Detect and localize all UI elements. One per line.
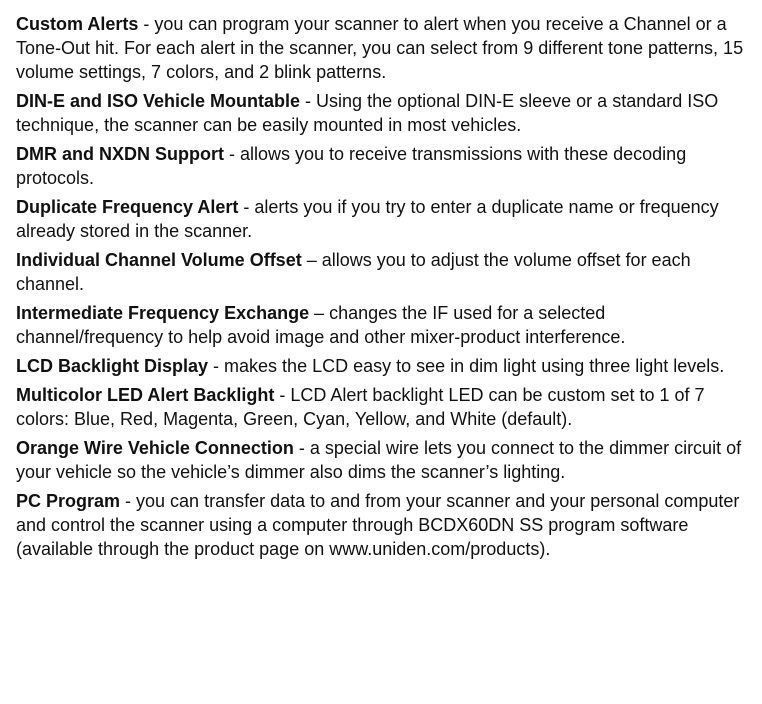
feature-term: Custom Alerts bbox=[16, 14, 139, 34]
feature-description: - you can program your scanner to alert when you receive a Channel or a Tone-Out hit. For each alert in the scanner, you can select from 9 different tone patterns, 15 volume settings, 7 colors, and 2 blink patterns. bbox=[16, 14, 744, 82]
feature-term: Individual Channel Volume Offset bbox=[16, 250, 302, 270]
feature-pc-program bbox=[16, 489, 748, 561]
feature-channel-volume-offset bbox=[16, 248, 748, 296]
feature-description: - allows you to receive transmissions with these decoding protocols. bbox=[16, 144, 687, 188]
feature-description: - Using the optional DIN-E sleeve or a standard ISO technique, the scanner can be easily mounted in most vehicles. bbox=[16, 91, 719, 135]
feature-din-e-iso-mountable bbox=[16, 89, 748, 137]
feature-description: - makes the LCD easy to see in dim light using three light levels. bbox=[208, 356, 725, 376]
feature-description: - you can transfer data to and from your scanner and your personal computer and control the scanner using a computer through BCDX60DN SS program software (available through the product page on www.uniden.com/products). bbox=[16, 491, 740, 559]
feature-term: Intermediate Frequency Exchange bbox=[16, 303, 310, 323]
feature-description: – allows you to adjust the volume offset for each channel. bbox=[16, 250, 691, 294]
feature-multicolor-led-alert-backlight bbox=[16, 383, 748, 431]
feature-description: – changes the IF used for a selected channel/frequency to help avoid image and other mixer-product interference. bbox=[16, 303, 626, 347]
feature-description: - a special wire lets you connect to the dimmer circuit of your vehicle so the vehicle’s dimmer also dims the scanner’s lighting. bbox=[16, 438, 742, 482]
feature-term: Duplicate Frequency Alert bbox=[16, 197, 239, 217]
feature-lcd-backlight-display bbox=[16, 354, 748, 378]
feature-term: PC Program bbox=[16, 491, 121, 511]
feature-intermediate-frequency-exchange bbox=[16, 301, 748, 349]
feature-term: Multicolor LED Alert Backlight bbox=[16, 385, 275, 405]
feature-custom-alerts bbox=[16, 12, 748, 84]
feature-term: Orange Wire Vehicle Connection bbox=[16, 438, 294, 458]
feature-orange-wire-vehicle-connection bbox=[16, 436, 748, 484]
feature-term: DIN-E and ISO Vehicle Mountable bbox=[16, 91, 301, 111]
feature-description: - LCD Alert backlight LED can be custom set to 1 of 7 colors: Blue, Red, Magenta, Green, Cyan, Yellow, and White (default). bbox=[16, 385, 705, 429]
feature-description: - alerts you if you try to enter a duplicate name or frequency already stored in the scanner. bbox=[16, 197, 719, 241]
feature-term: LCD Backlight Display bbox=[16, 356, 209, 376]
feature-dmr-nxdn-support bbox=[16, 142, 748, 190]
feature-duplicate-frequency-alert bbox=[16, 195, 748, 243]
feature-term: DMR and NXDN Support bbox=[16, 144, 224, 164]
